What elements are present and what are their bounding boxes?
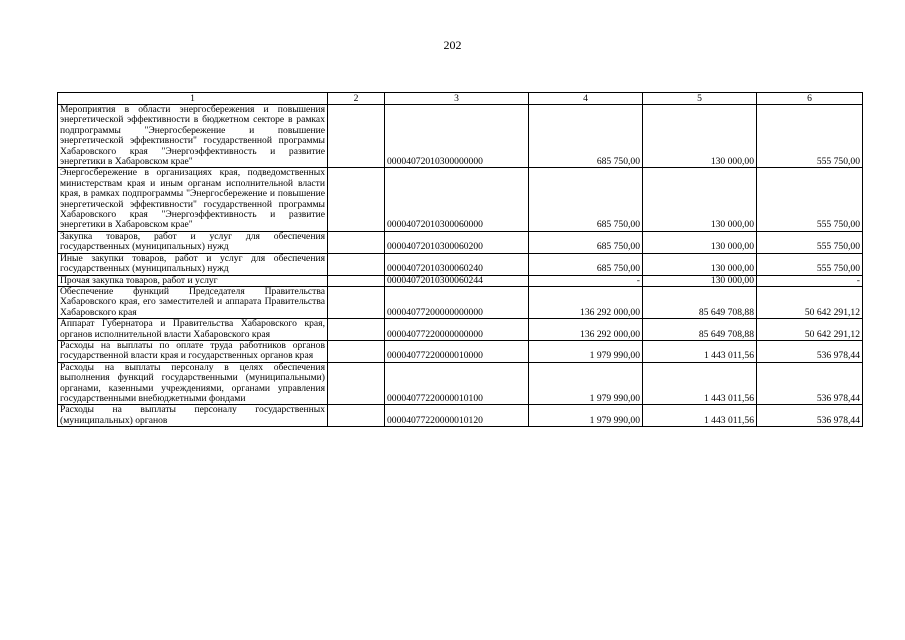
row-name-cell: Мероприятия в области энергосбережения и повышения энергетической эффективности в бюджетном секторе в рамках подпрограммы "Энергосбережение и повышение энергетической эффективности" государственной программы Хабаровского края "Энергоэффективность и развитие энергетики в Хабаровском крае" [58, 105, 328, 168]
row-name-cell: Расходы на выплаты персоналу в целях обеспечения выполнения функций государственными (муниципальными) органами, казенными учреждениями, органами управления государственными внебюджетными фондами [58, 362, 328, 405]
row-name-cell: Закупка товаров, работ и услуг для обеспечения государственных (муниципальных) нужд [58, 231, 328, 253]
row-value-col5-cell: 1 443 011,56 [643, 340, 757, 362]
table-row [58, 340, 863, 362]
row-col2-cell [328, 253, 385, 275]
row-col2-cell [328, 168, 385, 231]
row-code-cell: 00004077220000010120 [385, 405, 529, 427]
column-header: 1 [58, 93, 328, 105]
row-name-cell: Обеспечение функций Председателя Правительства Хабаровского края, его заместителей и аппарата Правительства Хабаровского края [58, 286, 328, 318]
row-value-col4-cell: 685 750,00 [529, 253, 643, 275]
row-name-cell: Аппарат Губернатора и Правительства Хабаровского края, органов исполнительной власти Хабаровского края [58, 319, 328, 341]
column-header: 3 [385, 93, 529, 105]
row-value-col4-cell: 136 292 000,00 [529, 319, 643, 341]
row-value-col4-cell: 136 292 000,00 [529, 286, 643, 318]
row-code-cell: 00004072010300060244 [385, 275, 529, 286]
table-header-row [58, 93, 863, 105]
row-value-col4-cell: 685 750,00 [529, 105, 643, 168]
row-name-cell: Иные закупки товаров, работ и услуг для обеспечения государственных (муниципальных) нужд [58, 253, 328, 275]
row-col2-cell [328, 319, 385, 341]
row-value-col4-cell: 1 979 990,00 [529, 362, 643, 405]
row-value-col5-cell: 130 000,00 [643, 168, 757, 231]
row-value-col5-cell: 130 000,00 [643, 231, 757, 253]
column-header: 4 [529, 93, 643, 105]
table-body [58, 105, 863, 427]
table-row [58, 405, 863, 427]
row-value-col6-cell: 555 750,00 [757, 231, 863, 253]
row-value-col5-cell: 130 000,00 [643, 105, 757, 168]
row-value-col6-cell: 555 750,00 [757, 253, 863, 275]
row-name-cell: Прочая закупка товаров, работ и услуг [58, 275, 328, 286]
row-value-col6-cell: 50 642 291,12 [757, 319, 863, 341]
row-col2-cell [328, 405, 385, 427]
row-col2-cell [328, 340, 385, 362]
row-code-cell: 00004072010300060200 [385, 231, 529, 253]
row-col2-cell [328, 231, 385, 253]
row-code-cell: 00004072010300060000 [385, 168, 529, 231]
row-col2-cell [328, 362, 385, 405]
row-value-col5-cell: 1 443 011,56 [643, 362, 757, 405]
row-value-col5-cell: 130 000,00 [643, 253, 757, 275]
row-value-col4-cell: 1 979 990,00 [529, 340, 643, 362]
table-row [58, 168, 863, 231]
row-value-col4-cell: 685 750,00 [529, 168, 643, 231]
row-col2-cell [328, 105, 385, 168]
row-value-col6-cell: - [757, 275, 863, 286]
row-col2-cell [328, 286, 385, 318]
row-value-col6-cell: 555 750,00 [757, 105, 863, 168]
row-value-col4-cell: 1 979 990,00 [529, 405, 643, 427]
row-code-cell: 00004077220000010000 [385, 340, 529, 362]
row-value-col6-cell: 536 978,44 [757, 340, 863, 362]
row-code-cell: 00004072010300060240 [385, 253, 529, 275]
row-col2-cell [328, 275, 385, 286]
row-name-cell: Энергосбережение в организациях края, подведомственных министерствам края и иным органам исполнительной власти края, в рамках подпрограммы "Энергосбережение и повышение энергетической эффективности" государственной программы Хабаровского края "Энергоэффективность и развитие энергетики в Хабаровском крае" [58, 168, 328, 231]
row-value-col6-cell: 555 750,00 [757, 168, 863, 231]
row-value-col5-cell: 85 649 708,88 [643, 286, 757, 318]
column-header: 6 [757, 93, 863, 105]
table-row [58, 286, 863, 318]
row-name-cell: Расходы на выплаты персоналу государственных (муниципальных) органов [58, 405, 328, 427]
row-value-col4-cell: - [529, 275, 643, 286]
row-value-col6-cell: 50 642 291,12 [757, 286, 863, 318]
row-code-cell: 00004072010300000000 [385, 105, 529, 168]
row-value-col5-cell: 85 649 708,88 [643, 319, 757, 341]
row-code-cell: 00004077200000000000 [385, 286, 529, 318]
row-value-col5-cell: 1 443 011,56 [643, 405, 757, 427]
row-name-cell: Расходы на выплаты по оплате труда работников органов государственной власти края и государственных органов края [58, 340, 328, 362]
row-value-col4-cell: 685 750,00 [529, 231, 643, 253]
table-row [58, 362, 863, 405]
table-row [58, 231, 863, 253]
table-row [58, 105, 863, 168]
row-code-cell: 00004077220000000000 [385, 319, 529, 341]
table-row [58, 319, 863, 341]
column-header: 2 [328, 93, 385, 105]
budget-table [57, 92, 863, 427]
row-value-col5-cell: 130 000,00 [643, 275, 757, 286]
table-row [58, 253, 863, 275]
column-header: 5 [643, 93, 757, 105]
table-row [58, 275, 863, 286]
row-value-col6-cell: 536 978,44 [757, 362, 863, 405]
row-value-col6-cell: 536 978,44 [757, 405, 863, 427]
page-number: 202 [443, 38, 462, 52]
row-code-cell: 00004077220000010100 [385, 362, 529, 405]
